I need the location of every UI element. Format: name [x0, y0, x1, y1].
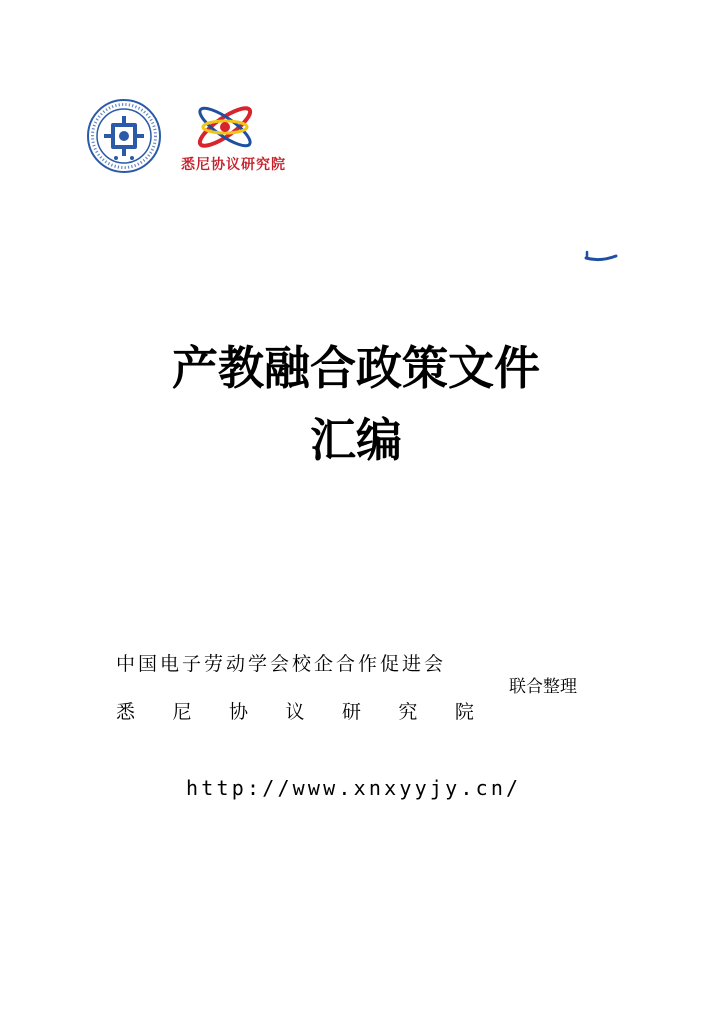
- atom-logo-icon: [190, 98, 260, 156]
- organization-2-char: 议: [285, 701, 305, 723]
- organization-2-char: 研: [341, 701, 361, 723]
- website-url: http://www.xnxyyjy.cn/: [186, 776, 522, 800]
- document-title-line2: 汇编: [310, 413, 402, 467]
- organization-1: 中国电子劳动学会校企合作促进会: [116, 653, 447, 675]
- decorative-mark-icon: [584, 246, 618, 262]
- document-title-line1: 产教融合政策文件: [172, 341, 540, 395]
- organization-2: [116, 700, 474, 724]
- organization-2-char: 协: [228, 701, 248, 723]
- joint-compilation-note: 联合整理: [509, 677, 577, 697]
- organization-2-char: 尼: [172, 701, 192, 723]
- organization-2-char: 究: [398, 701, 418, 723]
- organization-2-char: 院: [454, 701, 474, 723]
- institute-logo-text: 悉尼协议研究院: [181, 157, 286, 173]
- organization-2-char: 悉: [116, 701, 136, 723]
- seal-logo-icon: [86, 98, 162, 174]
